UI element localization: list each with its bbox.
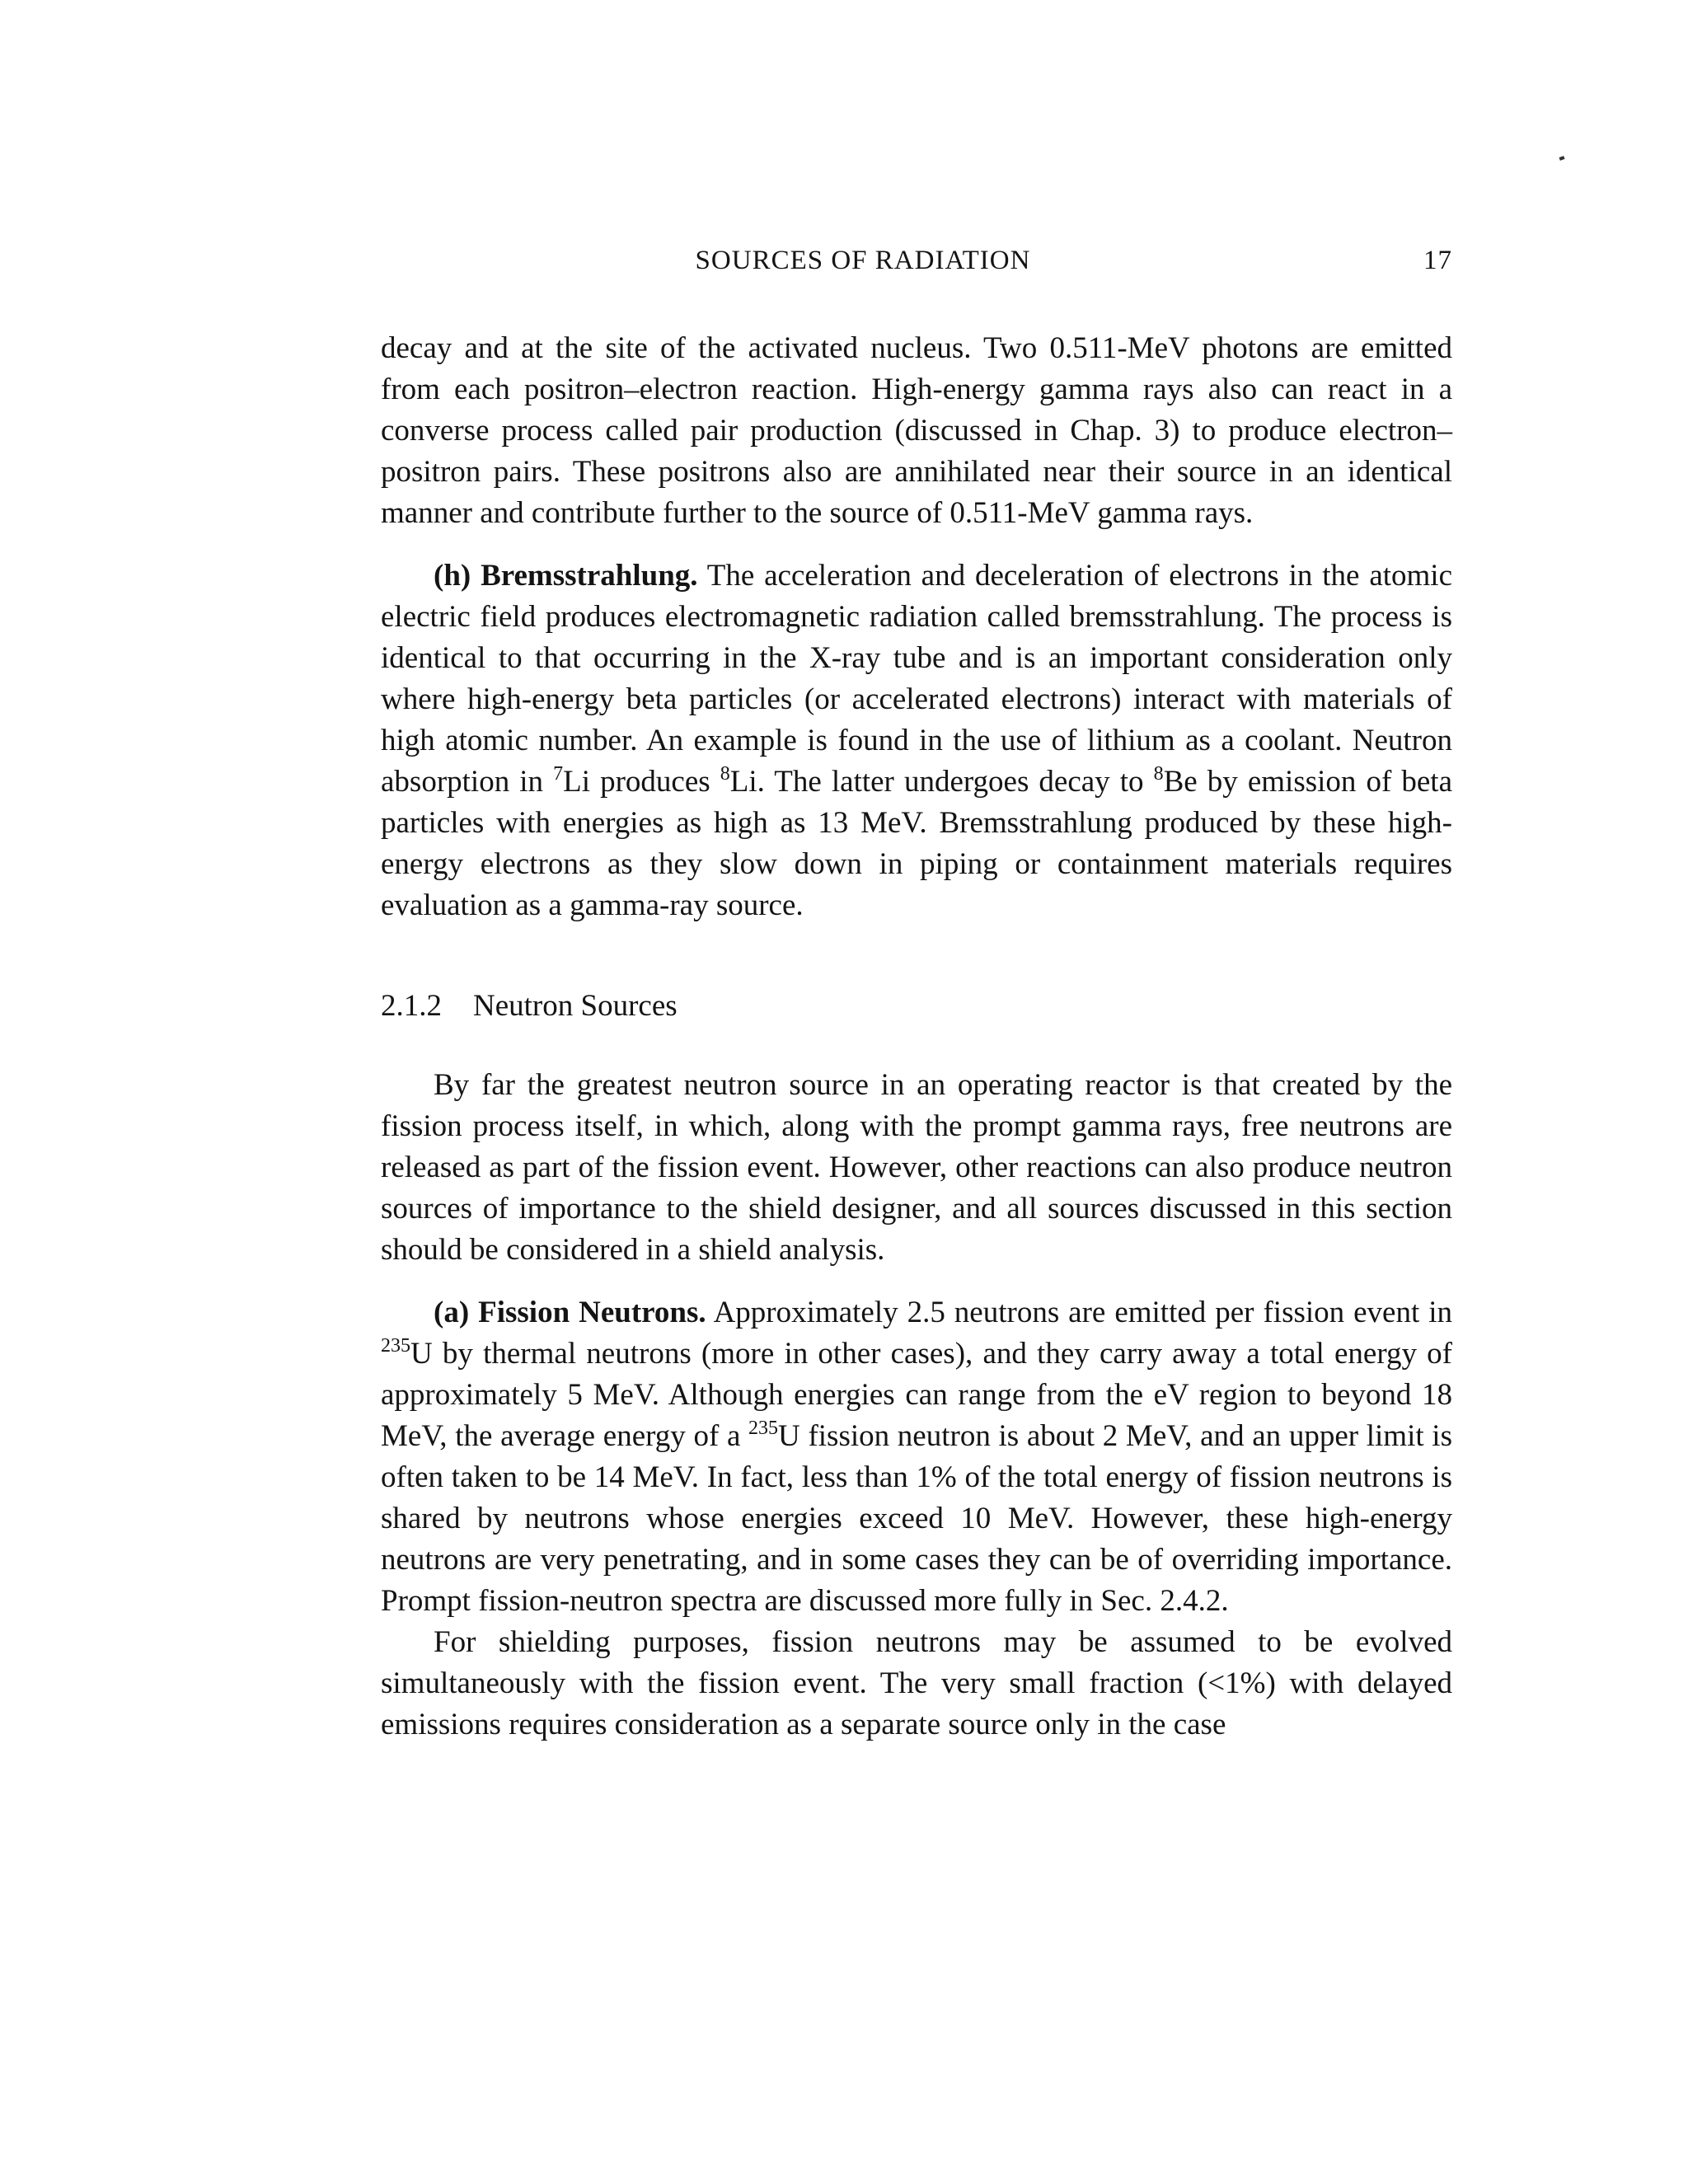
brems-text-1: The acceleration and deceleration of electrons in the atomic electric field produces electromagnetic radiation called bremsstrahlung. The process is identical to that occurring in the X-ray tube and is an important consideration only where high-energy beta particles (or accelerated electrons) interact with materials of high atomic number. An example is found in the use of lithium as a coolant. Neutron absorption in <box>381 559 1453 799</box>
scan-speck <box>1559 156 1564 161</box>
paragraph-annihilation: decay and at the site of the activated nucleus. Two 0.511-MeV photons are emitted from each positron–electron reaction. High-energy gamma rays also can react in a converse process called pair production (discussed in Chap. 3) to produce electron–positron pairs. These positrons also are annihilated near their source in an identical manner and contribute further to the source of 0.511-MeV gamma rays. <box>381 331 1452 530</box>
section-number: 2.1.2 <box>381 989 442 1023</box>
fission-text-1: Approximately 2.5 neutrons are emitted per fission event in <box>706 1296 1453 1329</box>
li7-mass-number: 7 <box>553 763 564 785</box>
li7-text: Li produces <box>563 765 720 799</box>
paragraph-bremsstrahlung <box>381 555 1452 926</box>
fission-text-2: U by thermal neutrons (more in other cases), and they carry away a total energy of approximately 5 MeV. Although energies can range from the eV region to beyond 18 MeV, the average energy of a <box>381 1337 1452 1453</box>
paragraph-fission-neutrons <box>381 1292 1452 1622</box>
section-heading <box>381 986 1452 1027</box>
li8-text: Li. The latter undergoes decay to <box>729 765 1154 799</box>
u235-mass-number-2: 235 <box>748 1418 779 1439</box>
running-header <box>381 246 1452 287</box>
paragraph-neutron-intro: By far the greatest neutron source in an operating reactor is that created by the fission process itself, in which, along with the prompt gamma rays, free neutrons are released as part of the fission event. However, other reactions can also produce neutron sources of importance to the shield designer, and all sources discussed in this section should be considered in a shield analysis. <box>381 1068 1452 1267</box>
be8-mass-number: 8 <box>1153 763 1164 785</box>
running-title: SOURCES OF RADIATION <box>695 246 1031 275</box>
li8-mass-number: 8 <box>720 763 730 785</box>
run-in-heading-fission: (a) Fission Neutrons. <box>434 1296 706 1329</box>
section-title: Neutron Sources <box>473 989 678 1023</box>
u235-mass-number-1: 235 <box>381 1335 410 1357</box>
body-text <box>381 328 1452 1746</box>
paragraph-delayed-emission: For shielding purposes, fission neutrons may be assumed to be evolved simultaneously with the fission event. The very small fraction (<1%) with delayed emissions requires consideration as a separate source only in the case <box>381 1625 1452 1741</box>
fission-text-3: U fission neutron is about 2 MeV, and an upper limit is often taken to be 14 MeV. In fact, less than 1% of the total energy of fission neutrons is shared by neutrons whose energies exceed 10 MeV. However, these high-energy neutrons are very penetrating, and in some cases they can be of overriding importance. Prompt fission-neutron spectra are discussed more fully in Sec. 2.4.2. <box>381 1419 1452 1618</box>
page-number: 17 <box>1423 246 1452 275</box>
brems-text-2: Be by emission of beta particles with energies as high as 13 MeV. Bremsstrahlung produced by these high-energy electrons as they slow down in piping or containment materials requires evaluation as a gamma-ray source. <box>381 765 1453 922</box>
run-in-heading-bremsstrahlung: (h) Bremsstrahlung. <box>434 559 698 593</box>
